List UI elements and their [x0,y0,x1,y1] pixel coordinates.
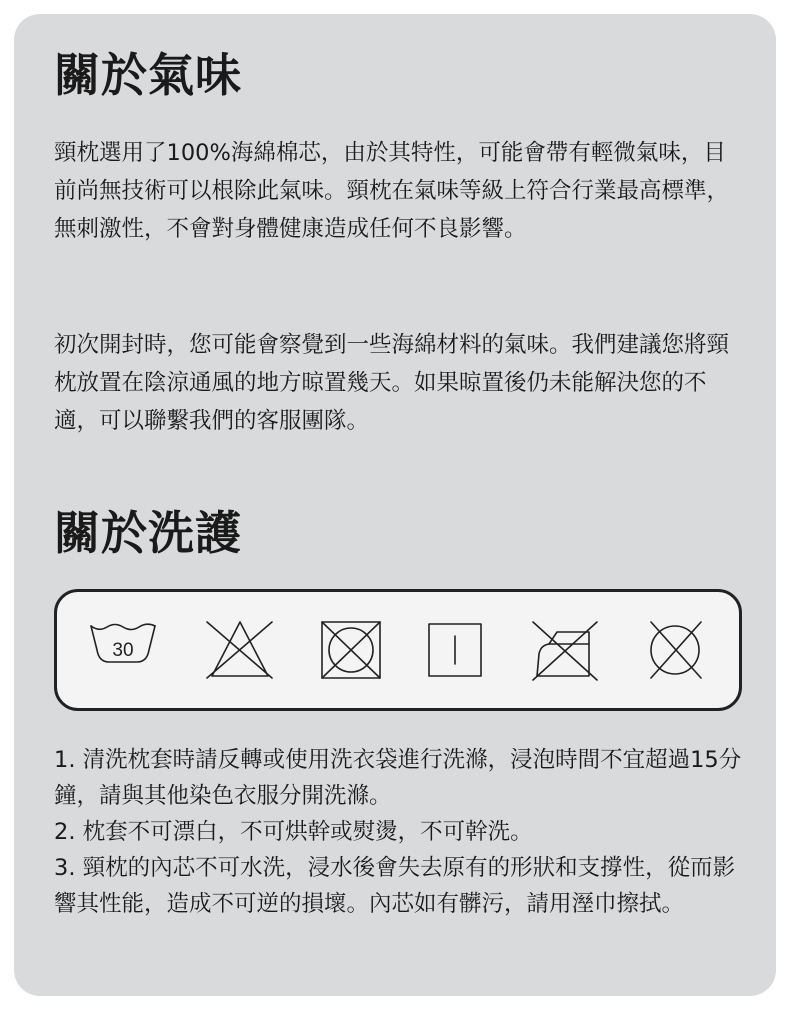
odor-section-title: 關於氣味 [54,48,242,102]
care-section-title: 關於洗護 [54,506,242,560]
care-instruction-item: 2. 枕套不可漂白，不可烘幹或熨燙，不可幹洗。 [54,819,533,845]
odor-paragraph-2: 初次開封時，您可能會察覺到一些海綿材料的氣味。我們建議您將頸枕放置在陰涼通風的地方晾置幾天。如果晾置後仍未能解決您的不適，可以聯繫我們的客服團隊。 [54,332,730,434]
care-instructions-list [54,742,754,922]
no-tumble-dry-icon [322,622,380,678]
wash-30-icon [91,624,155,662]
wash-temperature-label: 30 [112,640,134,661]
no-bleach-icon [207,622,272,678]
care-instruction-item: 3. 頸枕的內芯不可水洗，浸水後會失去原有的形狀和支撐性，從而影響其性能，造成不可逆的損壞。內芯如有髒污，請用溼巾擦拭。 [54,855,736,917]
care-instruction-item: 1. 清洗枕套時請反轉或使用洗衣袋進行洗滌，浸泡時間不宜超過15分鐘，請與其他染色衣服分開洗滌。 [54,747,742,809]
content-card [14,14,776,996]
odor-paragraph-1: 頸枕選用了100%海綿棉芯，由於其特性，可能會帶有輕微氣味，目前尚無技術可以根除此氣味。頸枕在氣味等級上符合行業最高標準，無刺激性，不會對身體健康造成任何不良影響。 [54,140,730,242]
no-iron-icon [533,622,597,680]
care-symbols-panel [54,589,742,711]
line-dry-icon [429,624,481,676]
no-dry-clean-icon [651,622,701,678]
